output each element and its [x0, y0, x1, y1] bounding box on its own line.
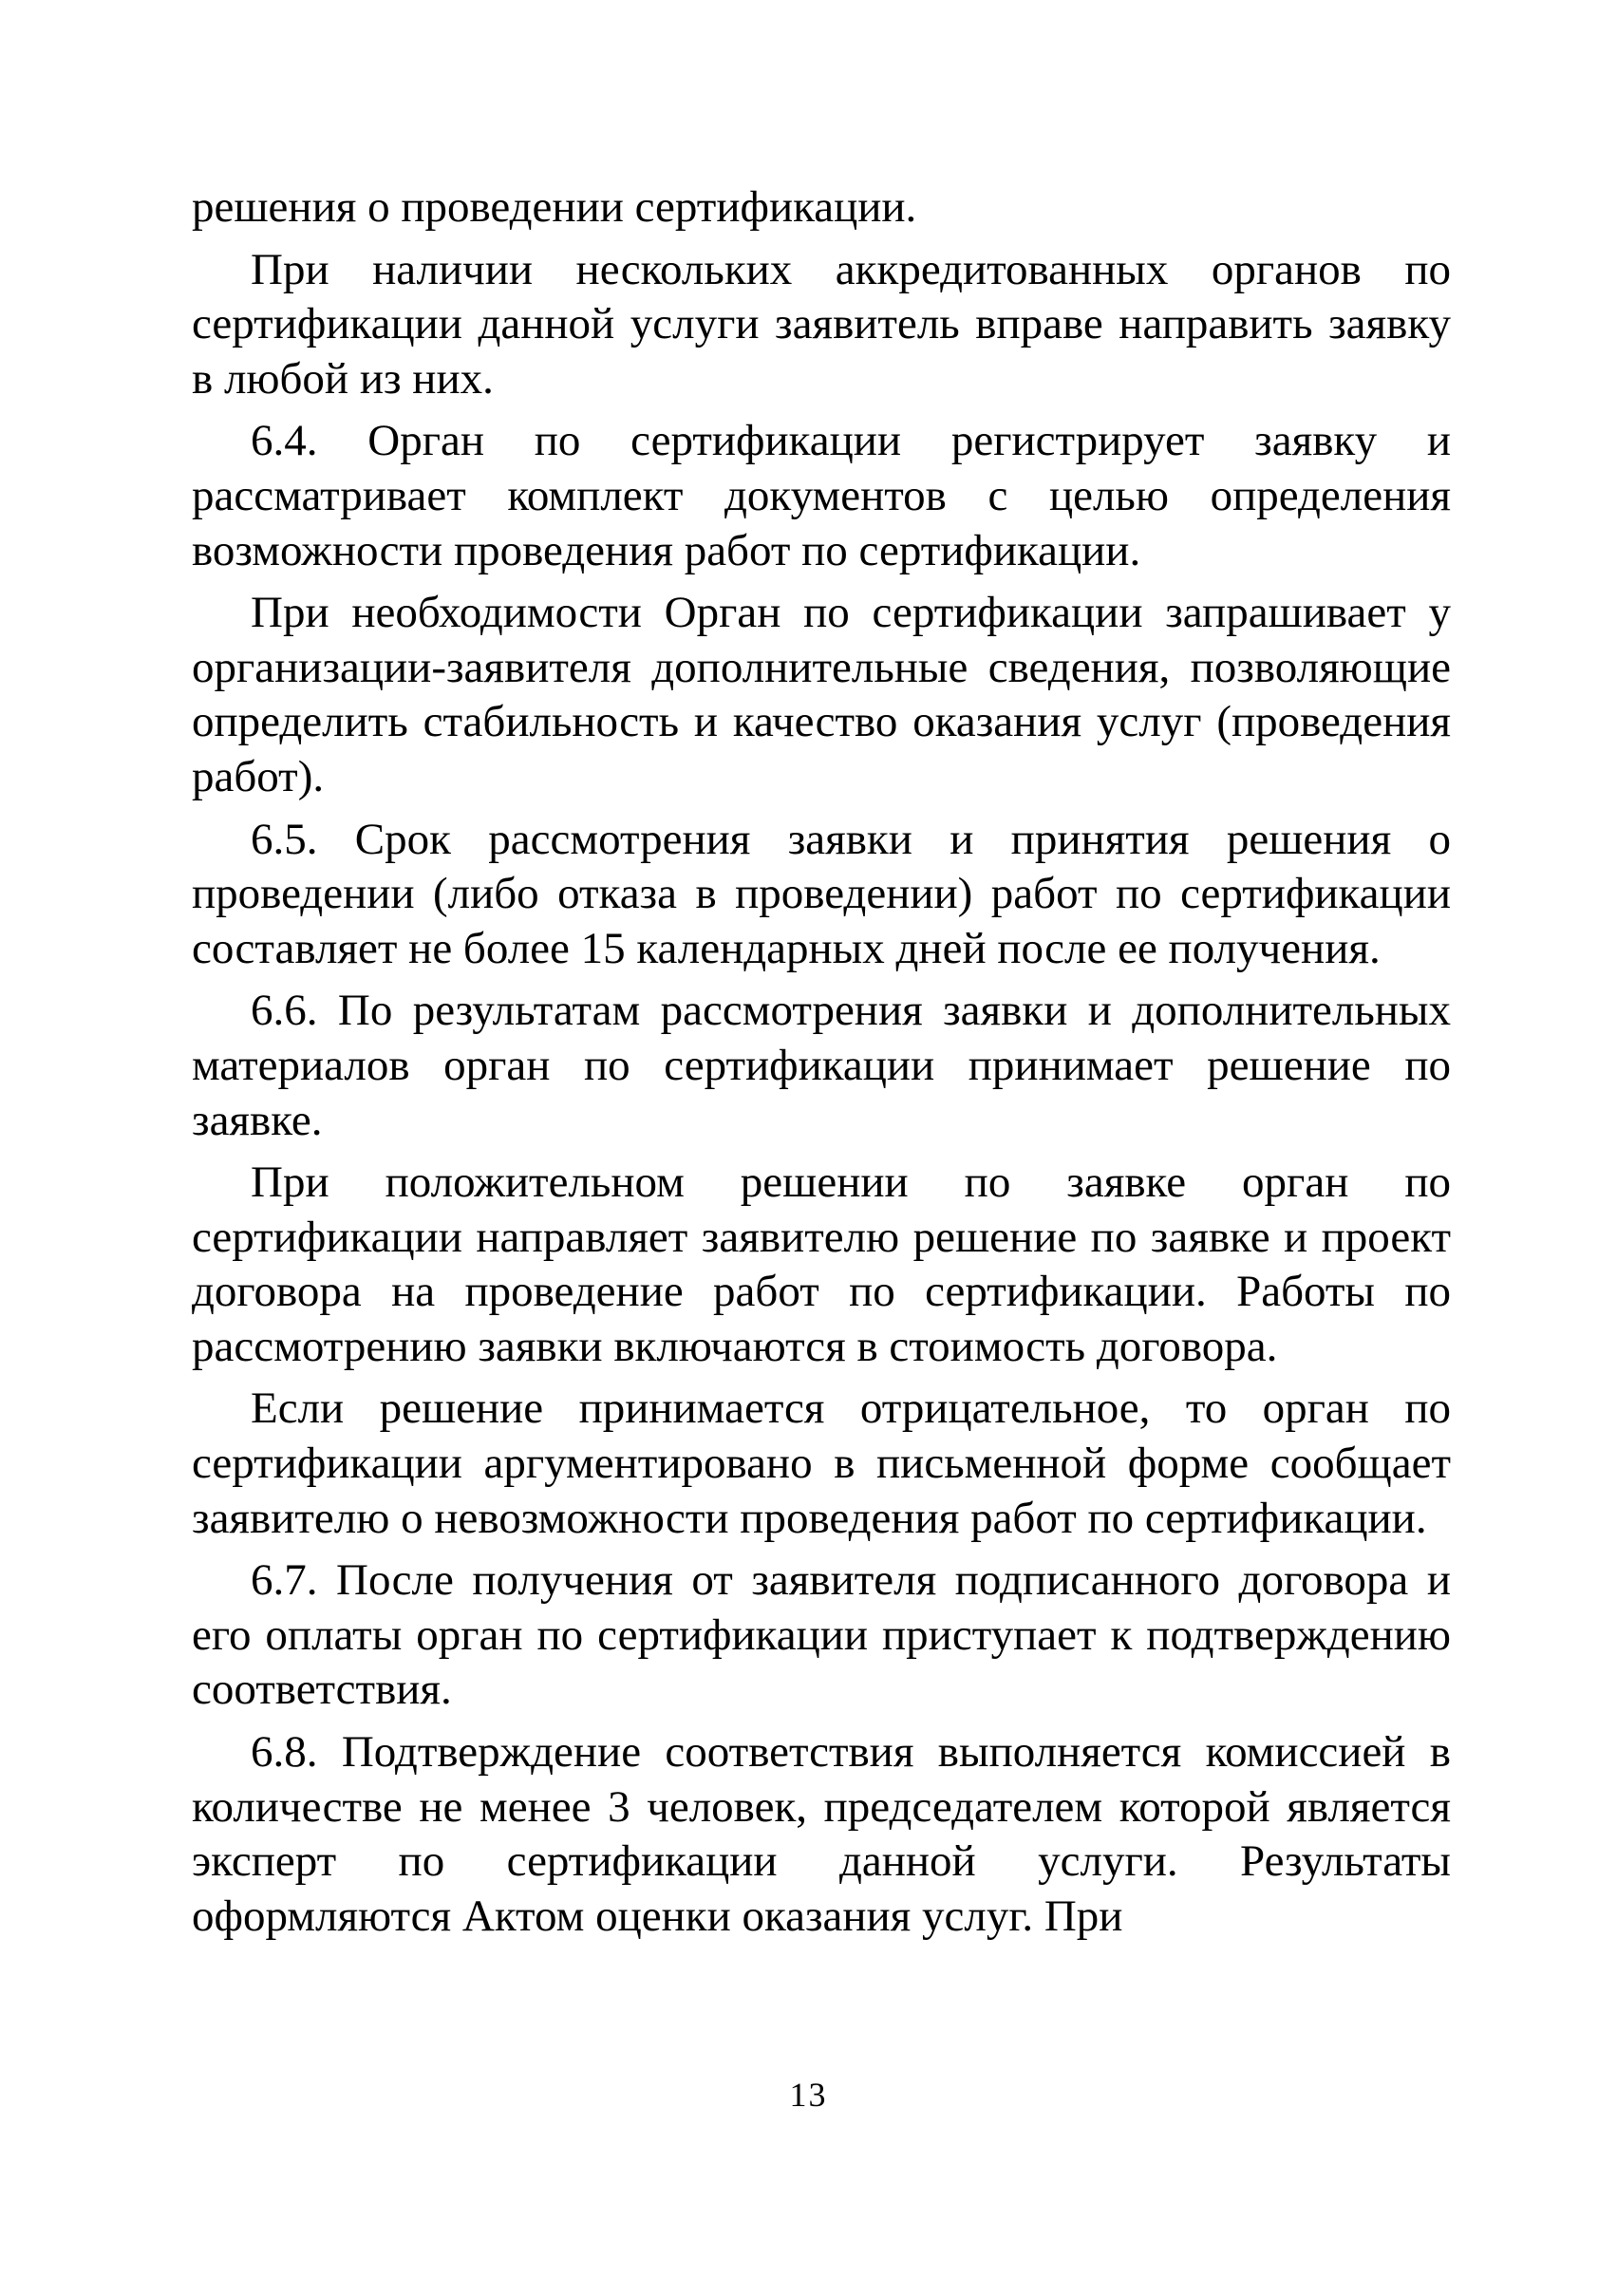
body-text [192, 180, 1451, 1944]
paragraph-6-8: 6.8. Подтверждение соответствия выполняется комиссией в количестве не менее 3 человек, председателем которой является эксперт по сертификации данной услуги. Результаты оформляются Актом оценки оказания услуг. При [192, 1727, 1451, 1941]
paragraph-6-6: 6.6. По результатам рассмотрения заявки и дополнительных материалов орган по сертификации принимает решение по заявке. [192, 986, 1451, 1145]
paragraph-negative-decision: Если решение принимается отрицательное, то орган по сертификации аргументировано в письменной форме сообщает заявителю о невозможности проведения работ по сертификации. [192, 1383, 1451, 1543]
paragraph-continuation: решения о проведении сертификации. [192, 182, 917, 232]
page-number: 13 [789, 2076, 828, 2114]
paragraph-positive-decision: При положительном решении по заявке орган по сертификации направляет заявителю решение по заявке и проект договора на проведение работ по сертификации. Работы по рассмотрению заявки включаются в стоимость договора. [192, 1157, 1451, 1371]
paragraph-additional-info: При необходимости Орган по сертификации запрашивает у организации-заявителя дополнительные сведения, позволяющие определить стабильность и качество оказания услуг (проведения работ). [192, 588, 1451, 801]
paragraph-6-5: 6.5. Срок рассмотрения заявки и принятия решения о проведении (либо отказа в проведении) работ по сертификации составляет не более 15 календарных дней после ее получения. [192, 814, 1451, 973]
paragraph-6-7: 6.7. После получения от заявителя подписанного договора и его оплаты орган по сертификации приступает к подтверждению соответствия. [192, 1555, 1451, 1715]
paragraph-multiple-bodies: При наличии нескольких аккредитованных органов по сертификации данной услуги заявитель вправе направить заявку в любой из них. [192, 244, 1451, 404]
paragraph-6-4: 6.4. Орган по сертификации регистрирует заявку и рассматривает комплект документов с целью определения возможности проведения работ по сертификации. [192, 416, 1451, 575]
